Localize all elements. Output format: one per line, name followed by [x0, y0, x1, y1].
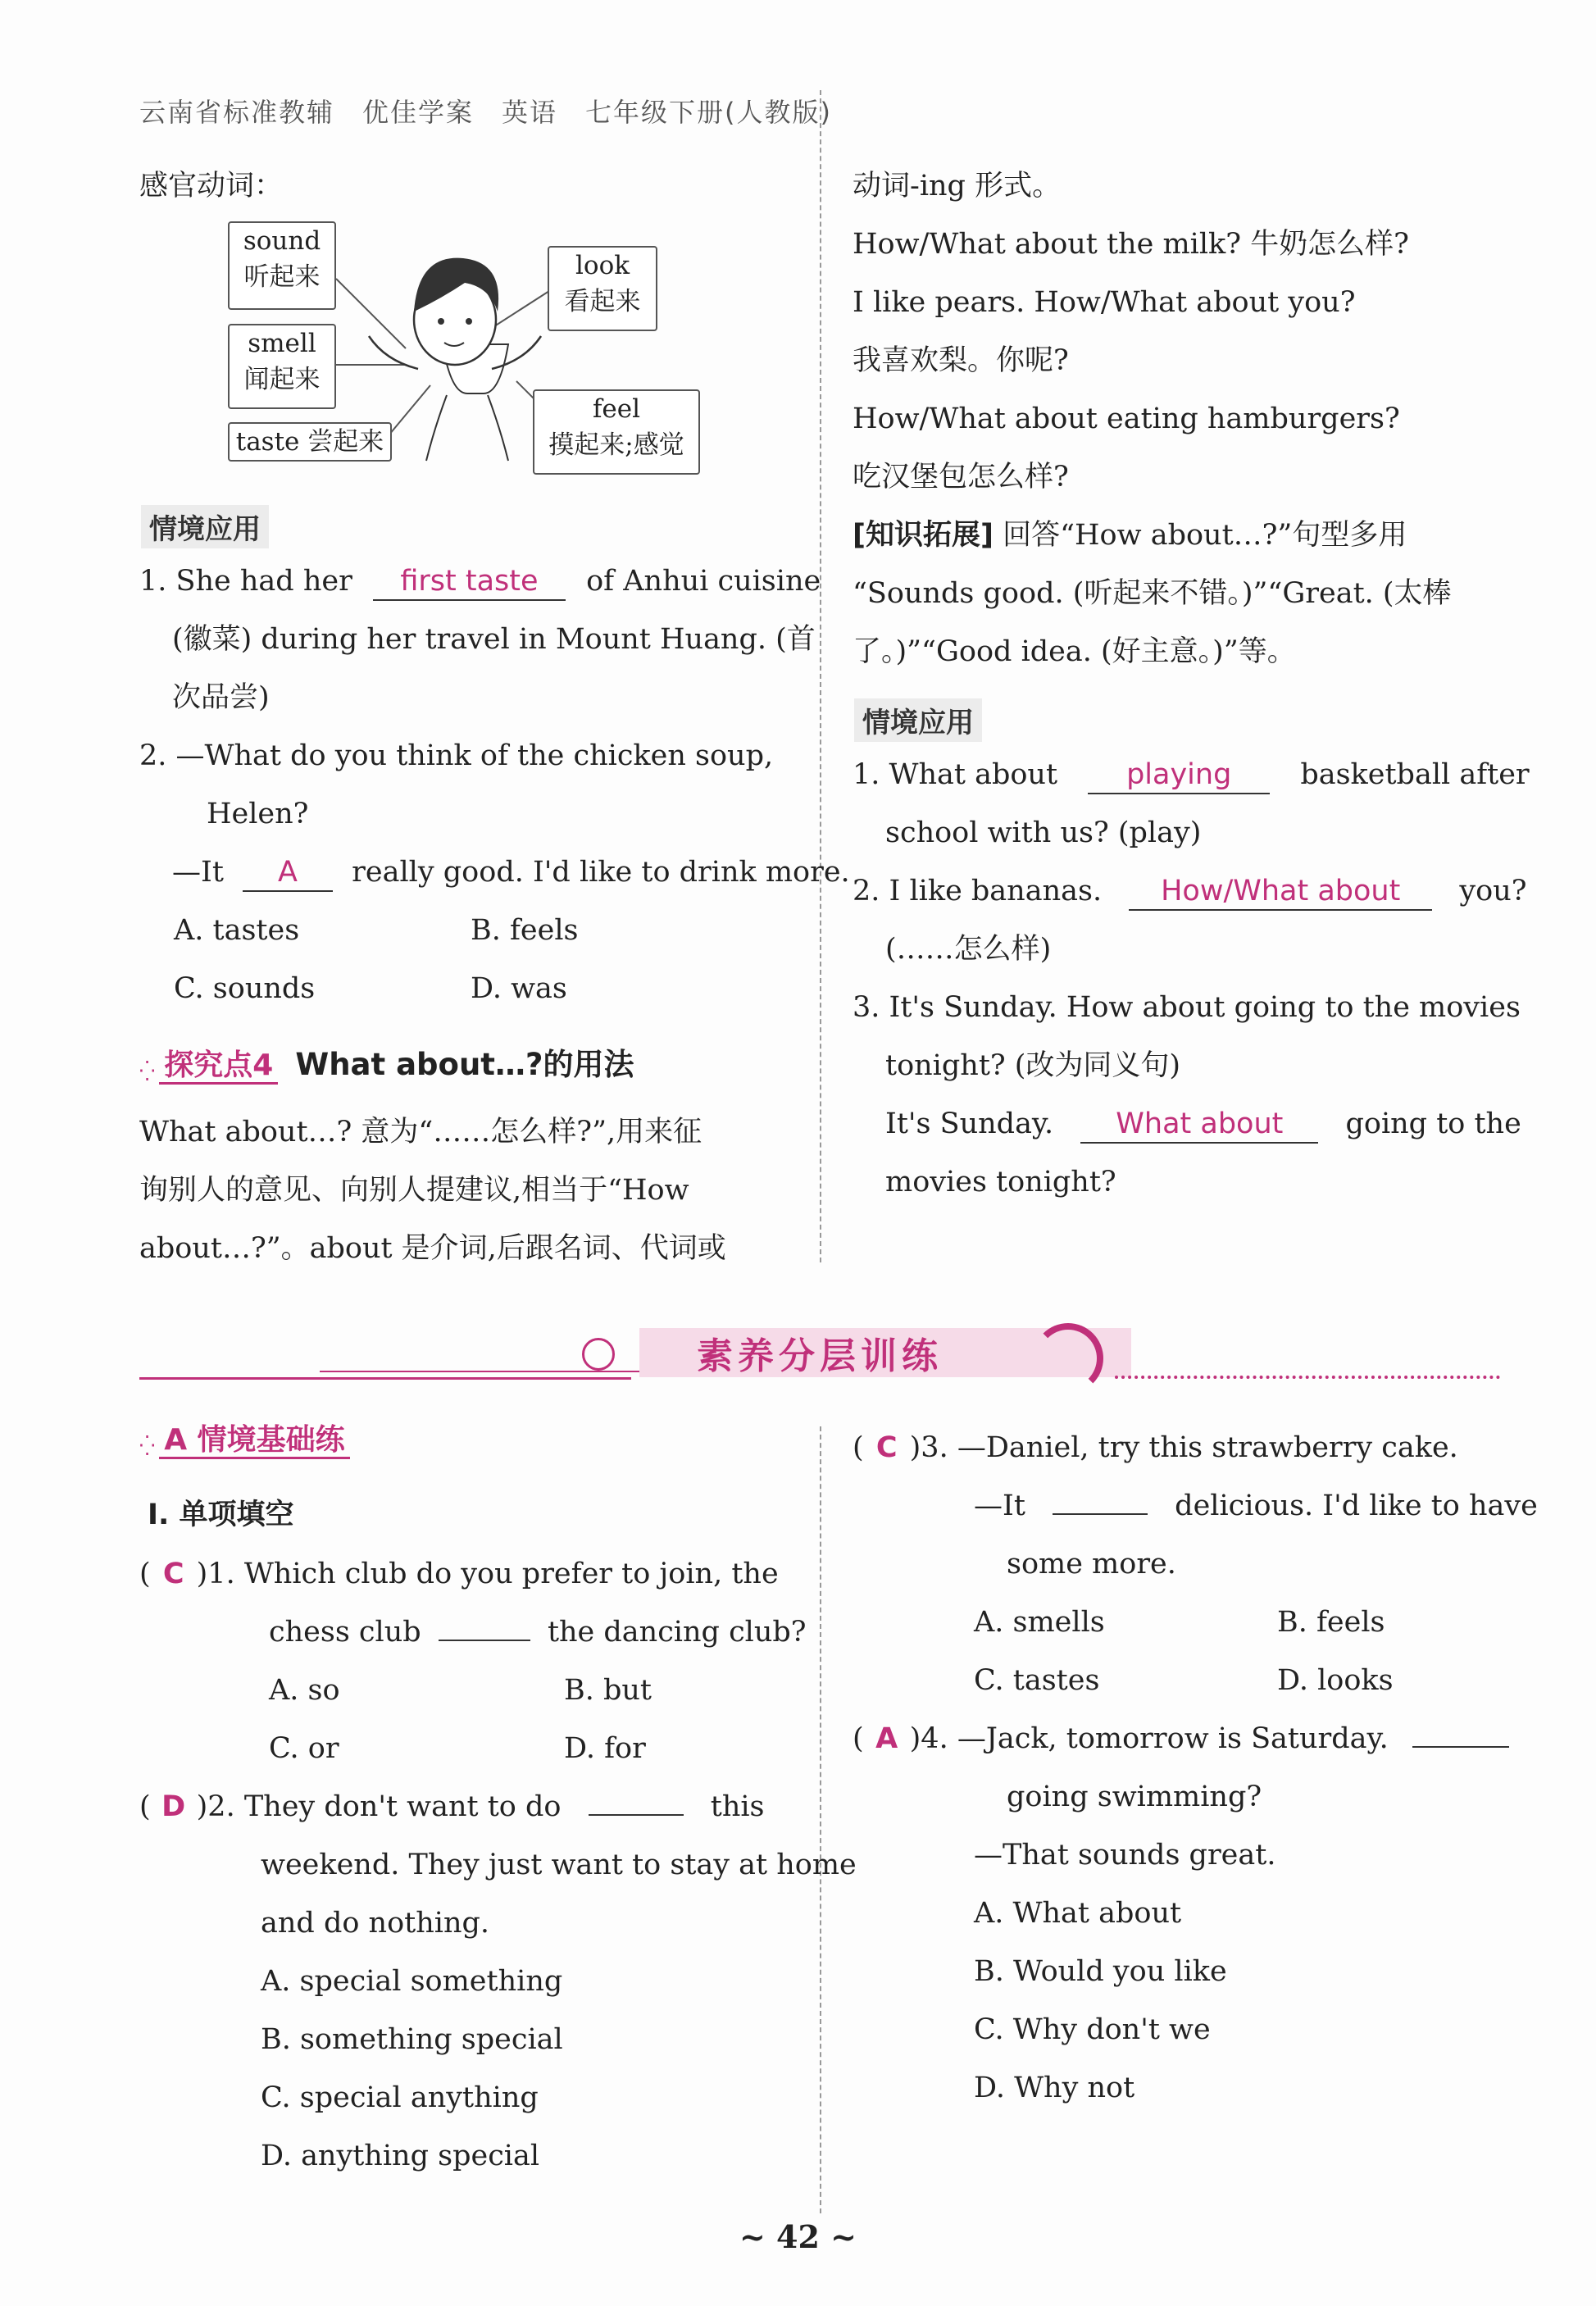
- partA-q4-optD: D. Why not: [974, 2072, 1135, 2104]
- partA-q3-a: )3. —Daniel, try this strawberry cake.: [909, 1431, 1458, 1464]
- right-line2: How/What about the milk? 牛奶怎么样?: [853, 228, 1409, 261]
- partA-q2-line3: and do nothing.: [261, 1907, 490, 1940]
- partA-q2-optD: D. anything special: [261, 2140, 540, 2172]
- column-divider: [820, 90, 821, 1262]
- right-q1-a: 1. What about: [853, 758, 1058, 791]
- right-q3-answer: What about: [1116, 1108, 1284, 1140]
- right-ext-line3: 了。)”“Good idea. (好主意。)”等。: [853, 635, 1296, 668]
- section-title: 素养分层训练: [697, 1335, 943, 1377]
- ext-tag: [知识拓展]: [853, 519, 994, 552]
- partA-q4-answer: A: [875, 1722, 898, 1755]
- explore-heading: [139, 1039, 634, 1089]
- right-q3-line2: tonight? (改为同义句): [885, 1049, 1181, 1082]
- partA-q3-line2: [974, 1477, 1538, 1535]
- partA-q2-a: )2. They don't want to do: [196, 1790, 562, 1823]
- left-q1-line3: 次品尝): [172, 681, 270, 714]
- sense-box-feel-en: feel: [592, 394, 641, 424]
- left-q2-blank: [243, 854, 333, 892]
- ext-1: 回答“How about…?”句型多用: [1003, 519, 1407, 552]
- right-line5: How/What about eating hamburgers?: [853, 403, 1400, 435]
- right-ext-line2: “Sounds good. (听起来不错。)”“Great. (太棒: [853, 577, 1452, 610]
- partA-q2-answer: D: [161, 1790, 186, 1823]
- explore-title: What about…?的用法: [295, 1047, 634, 1082]
- sense-box-look: [548, 246, 657, 331]
- partA-q1-a: )1. Which club do you prefer to join, the: [196, 1558, 779, 1590]
- right-q2-blank: [1129, 873, 1432, 911]
- explore-line1: What about…? 意为“……怎么样?”,用来征: [139, 1116, 703, 1148]
- partA-q3-line3: some more.: [1007, 1548, 1176, 1581]
- partA-q4-line2: going swimming?: [1007, 1781, 1262, 1813]
- right-line3: I like pears. How/What about you?: [853, 286, 1356, 319]
- left-q2-c1: —It: [172, 856, 224, 889]
- right-q2-line1: [853, 862, 1527, 921]
- explore-line3: about…?”。about 是介词,后跟名词、代词或: [139, 1232, 726, 1265]
- left-q2-answer: A: [278, 856, 298, 889]
- partA-q1-optB: B. but: [564, 1674, 652, 1707]
- partA-q2-optC: C. special anything: [261, 2081, 539, 2114]
- partA-q2-optB: B. something special: [261, 2023, 563, 2056]
- boy-figure-icon: [369, 258, 541, 461]
- partA-q2-a2: this: [710, 1790, 765, 1823]
- partA-q4-a: )4. —Jack, tomorrow is Saturday.: [909, 1722, 1389, 1755]
- section-banner: [139, 1320, 1500, 1385]
- sense-box-smell-en: smell: [248, 329, 316, 358]
- partA-q1-b1: chess club: [269, 1616, 421, 1649]
- right-line4: 我喜欢梨。你呢?: [853, 344, 1069, 377]
- partA-q3-optB: B. feels: [1277, 1606, 1385, 1639]
- partA-q2-blank: [589, 1814, 684, 1816]
- left-q2-line1: 2. —What do you think of the chicken soup,: [139, 739, 774, 772]
- banner-swirl-icon: [1033, 1323, 1103, 1394]
- partA-q3-optD: D. looks: [1277, 1664, 1394, 1697]
- right-q3-line4: movies tonight?: [885, 1166, 1116, 1198]
- sense-title: 感官动词：: [139, 170, 284, 202]
- right-q1-line1: [853, 746, 1530, 804]
- left-q1-b: of Anhui cuisine: [586, 565, 821, 598]
- sense-box-look-cn: 看起来: [564, 287, 641, 316]
- partA-q4-line1: ( A )4. —Jack, tomorrow is Saturday.: [853, 1710, 1509, 1768]
- left-q1-blank: [373, 563, 566, 601]
- dots-icon-2: ⁛: [139, 1434, 156, 1458]
- partA-q4-line3: —That sounds great.: [974, 1839, 1276, 1872]
- sense-box-sound: [228, 221, 336, 310]
- partA-q3-answer: C: [875, 1431, 898, 1464]
- right-q1-answer: playing: [1126, 758, 1232, 791]
- banner-left-line: [139, 1377, 631, 1380]
- partA-q1-line1: ( C )1. Which club do you prefer to join, the: [139, 1545, 779, 1603]
- right-q3-line1: 3. It's Sunday. How about going to the movies: [853, 991, 1521, 1024]
- right-q1-line2: school with us? (play): [885, 816, 1202, 849]
- sense-box-sound-cn: 听起来: [243, 262, 321, 292]
- partA-q1-b2: the dancing club?: [547, 1616, 807, 1649]
- partA-q3-b1: —It: [974, 1490, 1025, 1522]
- right-q3-line3: [885, 1095, 1521, 1153]
- partA-q4-optC: C. Why don't we: [974, 2013, 1211, 2046]
- partA-q4-optA: A. What about: [974, 1897, 1182, 1930]
- dots-icon: ⁛: [139, 1059, 156, 1083]
- right-q1-blank: [1088, 757, 1270, 794]
- sense-box-sound-en: sound: [243, 226, 321, 256]
- column-divider-2: [820, 1426, 821, 2213]
- situation-label-left: 情境应用: [141, 505, 269, 548]
- right-line6: 吃汉堡包怎么样?: [853, 461, 1069, 493]
- left-q2-optC: C. sounds: [174, 972, 316, 1005]
- partA-q2-line2: weekend. They just want to stay at home: [261, 1849, 857, 1881]
- right-q2-answer: How/What about: [1161, 875, 1401, 907]
- right-q2-a: 2. I like bananas.: [853, 875, 1103, 907]
- partA-q3-optA: A. smells: [974, 1606, 1105, 1639]
- sense-box-look-en: look: [575, 251, 630, 280]
- left-q2-optA: A. tastes: [174, 914, 300, 947]
- partA-q3-optC: C. tastes: [974, 1664, 1100, 1697]
- left-q2-optD: D. was: [471, 972, 567, 1005]
- explore-line2: 询别人的意见、向别人提建议,相当于“How: [139, 1174, 689, 1207]
- partA-tag: A 情境基础练: [159, 1423, 349, 1459]
- right-q3-blank: [1080, 1106, 1318, 1144]
- partA-q4-blank: [1412, 1746, 1509, 1748]
- partA-q3-line1: ( C )3. —Daniel, try this strawberry cake.: [853, 1419, 1458, 1477]
- right-ext-line1: [853, 507, 1407, 565]
- sense-box-smell-cn: 闻起来: [243, 365, 321, 394]
- sense-box-feel-cn: 摸起来;感觉: [548, 430, 684, 460]
- partA-q3-blank: [1053, 1513, 1148, 1515]
- left-q2-line3: [172, 844, 850, 902]
- right-q2-line2: (……怎么样): [885, 933, 1052, 966]
- partA-heading: [139, 1417, 350, 1466]
- left-q1-line2: (徽菜) during her travel in Mount Huang. (首: [172, 623, 816, 656]
- right-line1: 动词-ing 形式。: [853, 170, 1062, 202]
- partA-q1-line2: [269, 1603, 807, 1662]
- banner-decor-icon: [582, 1338, 615, 1371]
- partA-q2-line1: ( D )2. They don't want to do this: [139, 1778, 765, 1836]
- partA-q2-optA: A. special something: [261, 1965, 563, 1998]
- partA-q1-blank: [439, 1640, 530, 1641]
- situation-label-right: 情境应用: [854, 698, 982, 742]
- left-q1-line1: [139, 553, 821, 611]
- partA-q1-optC: C. or: [269, 1732, 339, 1765]
- right-q1-b: basketball after: [1300, 758, 1530, 791]
- partA-q1-answer: C: [162, 1558, 184, 1590]
- sense-box-smell: [228, 324, 336, 409]
- sense-diagram: [221, 221, 713, 484]
- right-q3-c1: It's Sunday.: [885, 1108, 1054, 1140]
- left-q1-answer: first taste: [400, 565, 539, 598]
- partA-q3-b2: delicious. I'd like to have: [1175, 1490, 1538, 1522]
- partA-q1-optA: A. so: [269, 1674, 340, 1707]
- page-number: ~ 42 ~: [739, 2218, 857, 2255]
- left-q1-a: 1. She had her: [139, 565, 352, 598]
- page-header: 云南省标准教辅 优佳学案 英语 七年级下册(人教版): [139, 97, 832, 128]
- right-q2-b: you?: [1459, 875, 1527, 907]
- partA-sub: Ⅰ. 单项填空: [148, 1499, 294, 1531]
- sense-box-feel: [533, 389, 700, 475]
- partA-q4-optB: B. Would you like: [974, 1955, 1227, 1988]
- sense-box-taste: taste 尝起来: [228, 422, 392, 462]
- left-q2-c2: really good. I'd like to drink more.: [352, 856, 850, 889]
- right-q3-c2: going to the: [1345, 1108, 1521, 1140]
- partA-q1-optD: D. for: [564, 1732, 646, 1765]
- explore-tag: 探究点4: [159, 1048, 278, 1085]
- banner-right-line: [1115, 1376, 1500, 1379]
- left-q2-optB: B. feels: [471, 914, 579, 947]
- left-q2-line2: Helen?: [207, 798, 309, 830]
